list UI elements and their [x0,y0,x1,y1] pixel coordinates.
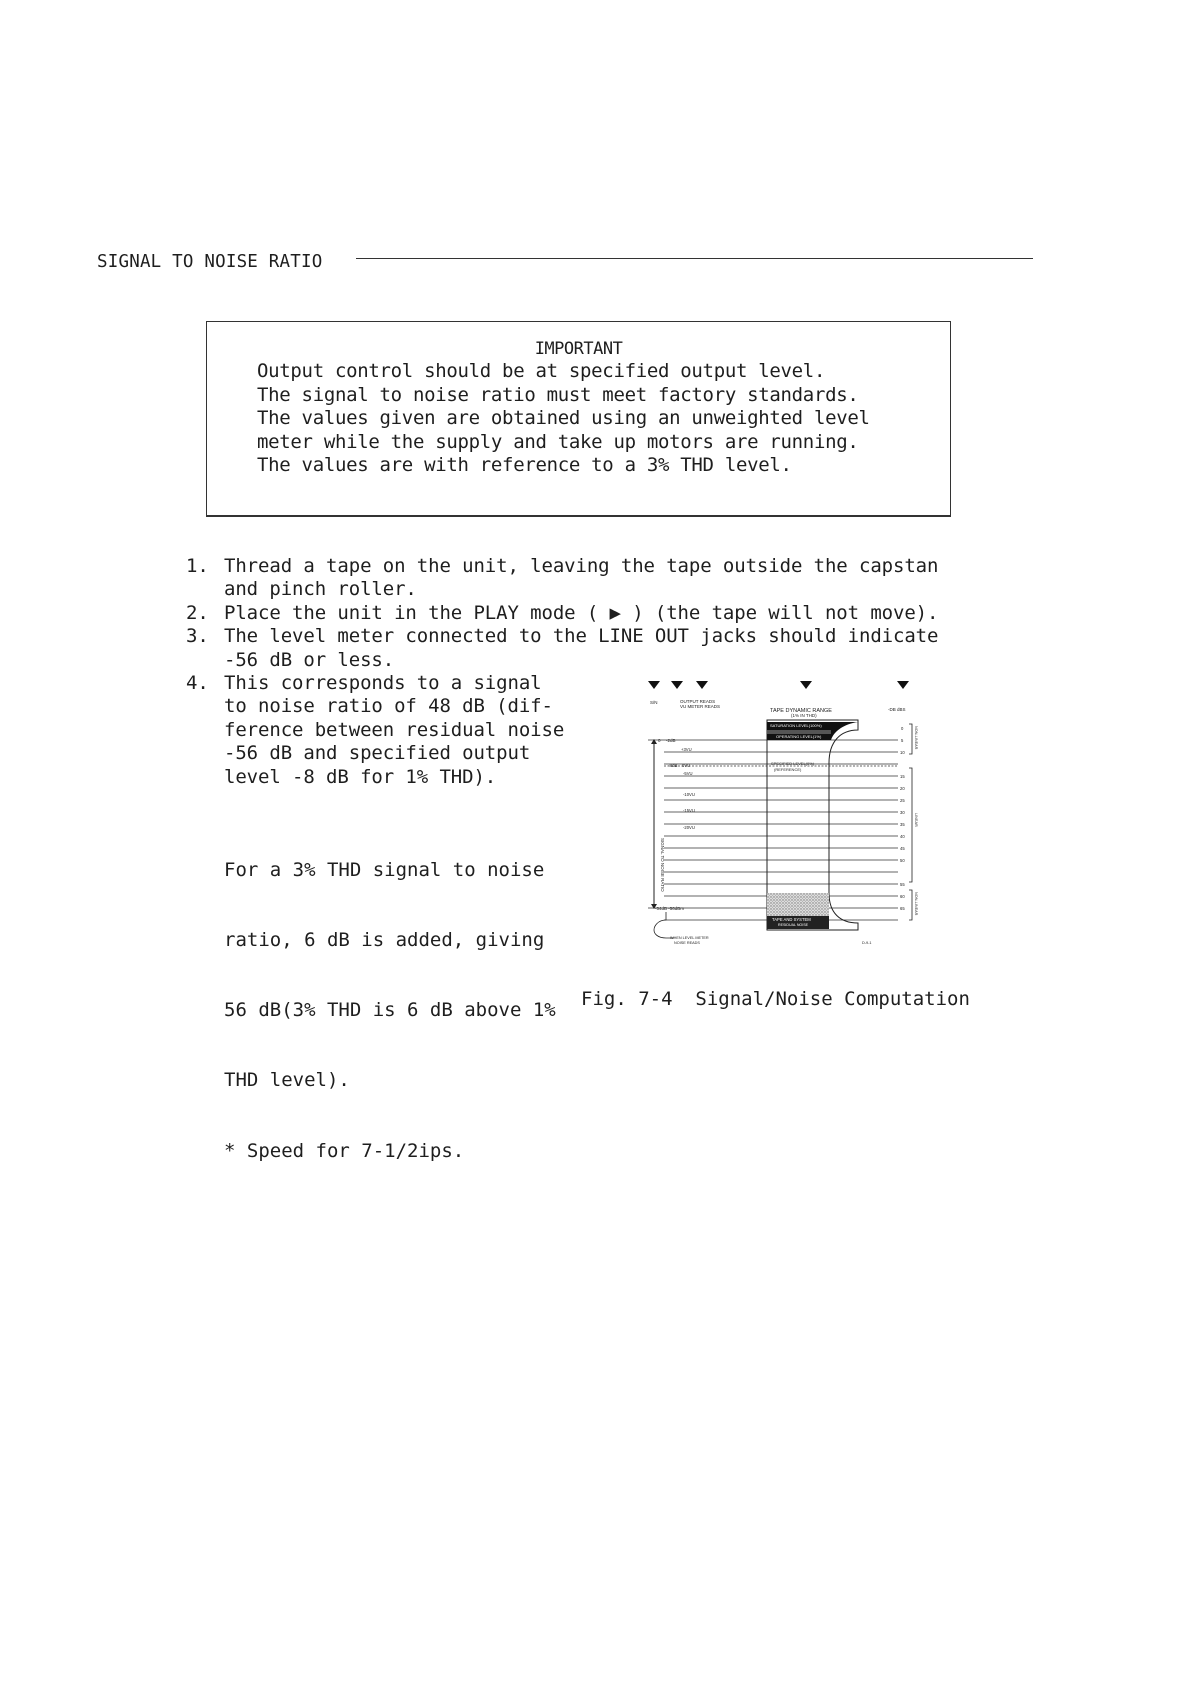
step-number: 2. [186,601,209,624]
header-sn: S/N [650,700,658,705]
db-tick: 40 [900,834,905,839]
db-tick: 60 [900,894,905,899]
figure-caption: Fig. 7-4 Signal/Noise Computation [581,988,970,1010]
db-tick: 25 [900,798,905,803]
note-line: THD level). [224,1069,350,1092]
db-tick: 35 [900,822,905,827]
axis-right-top: NON-LINEAR [914,726,918,750]
arrow-marker-icon [671,681,683,689]
note-line: 56 dB(3% THD is 6 dB above 1% [224,999,556,1022]
vu-mark: 0VU [682,763,691,768]
output-mark: -2dB [666,738,676,743]
note-line: * Speed for 7-1/2ips. [224,1139,465,1162]
note-lines [224,812,556,1187]
header-output: OUTPUT READS [680,699,716,704]
db-tick: 0 [901,726,904,731]
band-operating: OPERATING LEVEL(1%) [776,734,822,739]
figure-code: D-9-1 [862,941,872,945]
bottom-note-2: NOISE READS [674,941,700,945]
step-text: -56 dB and specified output [224,742,531,765]
page-heading: SIGNAL TO NOISE RATIO [97,252,323,272]
important-line: meter while the supply and take up motors are running. [257,430,859,453]
axis-right-bottom: NON-LINEAR [914,892,918,916]
bottom-note-1: WHEN LEVEL METER [670,936,709,940]
band-reference: (REFERENCE) [774,767,802,772]
important-box [206,321,951,517]
vu-mark: -15VU [683,808,695,813]
vu-mark: -10VU [683,792,695,797]
step-text: -56 dB or less. [224,648,395,671]
step-text: The level meter connected to the LINE OUT jacks should indicate [224,625,939,648]
band-saturation: SATURATION LEVEL(100%) [770,723,822,728]
arrow-marker-icon [897,681,909,689]
step-text: Place the unit in the PLAY mode ( ▶ ) (the tape will not move). [224,601,939,624]
step-text: Thread a tape on the unit, leaving the tape outside the capstan [224,555,939,577]
band-noise-sub: RESIDUAL NOISE [778,923,809,927]
vu-mark: -20VU [683,825,695,830]
db-tick: 20 [900,786,905,791]
band-specified: SPECIFIED LEVEL(0%) [771,761,815,766]
db-tick: 5 [901,738,904,743]
db-tick: 55 [900,882,905,887]
db-tick: 15 [900,774,905,779]
step-item [186,602,938,625]
important-title: IMPORTANT [534,339,623,359]
header-dbs: -DB dBS [888,707,906,712]
band-noise: TAPE AND SYSTEM [772,917,811,922]
output-mark: -8dB [668,763,678,768]
db-tick: 50 [900,858,905,863]
vu-mark: +3VU [681,747,692,752]
step-text: ference between residual noise [224,718,565,741]
output-mark: 0 [658,738,661,743]
db-tick: 65 [900,906,905,911]
header-thd: (1% IN THD) [791,713,817,718]
db-tick: 45 [900,846,905,851]
db-tick: 30 [900,810,905,815]
signal-noise-figure [626,668,921,978]
axis-right-mid: LINEAR [914,813,918,827]
step-item [186,625,938,648]
important-line: The signal to noise ratio must meet factory standards. [257,383,859,406]
axis-left-label: SIGNAL TO NOISE RATIO [660,838,665,892]
important-line: The values are with reference to a 3% THD level. [257,454,792,476]
note-line: For a 3% THD signal to noise [224,858,545,881]
db-tick: 10 [900,750,905,755]
step-text: This corresponds to a signal [224,672,542,695]
important-lines [257,360,870,478]
step-item [186,578,938,601]
header-range: TAPE DYNAMIC RANGE [770,708,832,714]
arrow-marker-icon [800,681,812,689]
vu-mark: -5VU [683,771,693,776]
note-line: ratio, 6 dB is added, giving [224,929,545,952]
step-text: to noise ratio of 48 dB (dif- [224,695,553,718]
important-line: The values given are obtained using an unweighted level [257,407,870,429]
bottom-mark: -54dB -56dBm [655,906,685,911]
arrow-marker-icon [696,681,708,689]
arrow-marker-icon [648,681,660,689]
step-text: and pinch roller. [224,578,417,601]
step-number: 3. [186,625,209,648]
step-text: level -8 dB for 1% THD). [224,765,497,788]
step-number: 4. [186,672,209,695]
step-number: 1. [186,555,209,577]
header-vu: VU METER READS [680,704,721,709]
heading-rule [356,258,1033,259]
step-item [186,555,938,578]
important-line: Output control should be at specified output level. [257,360,826,382]
